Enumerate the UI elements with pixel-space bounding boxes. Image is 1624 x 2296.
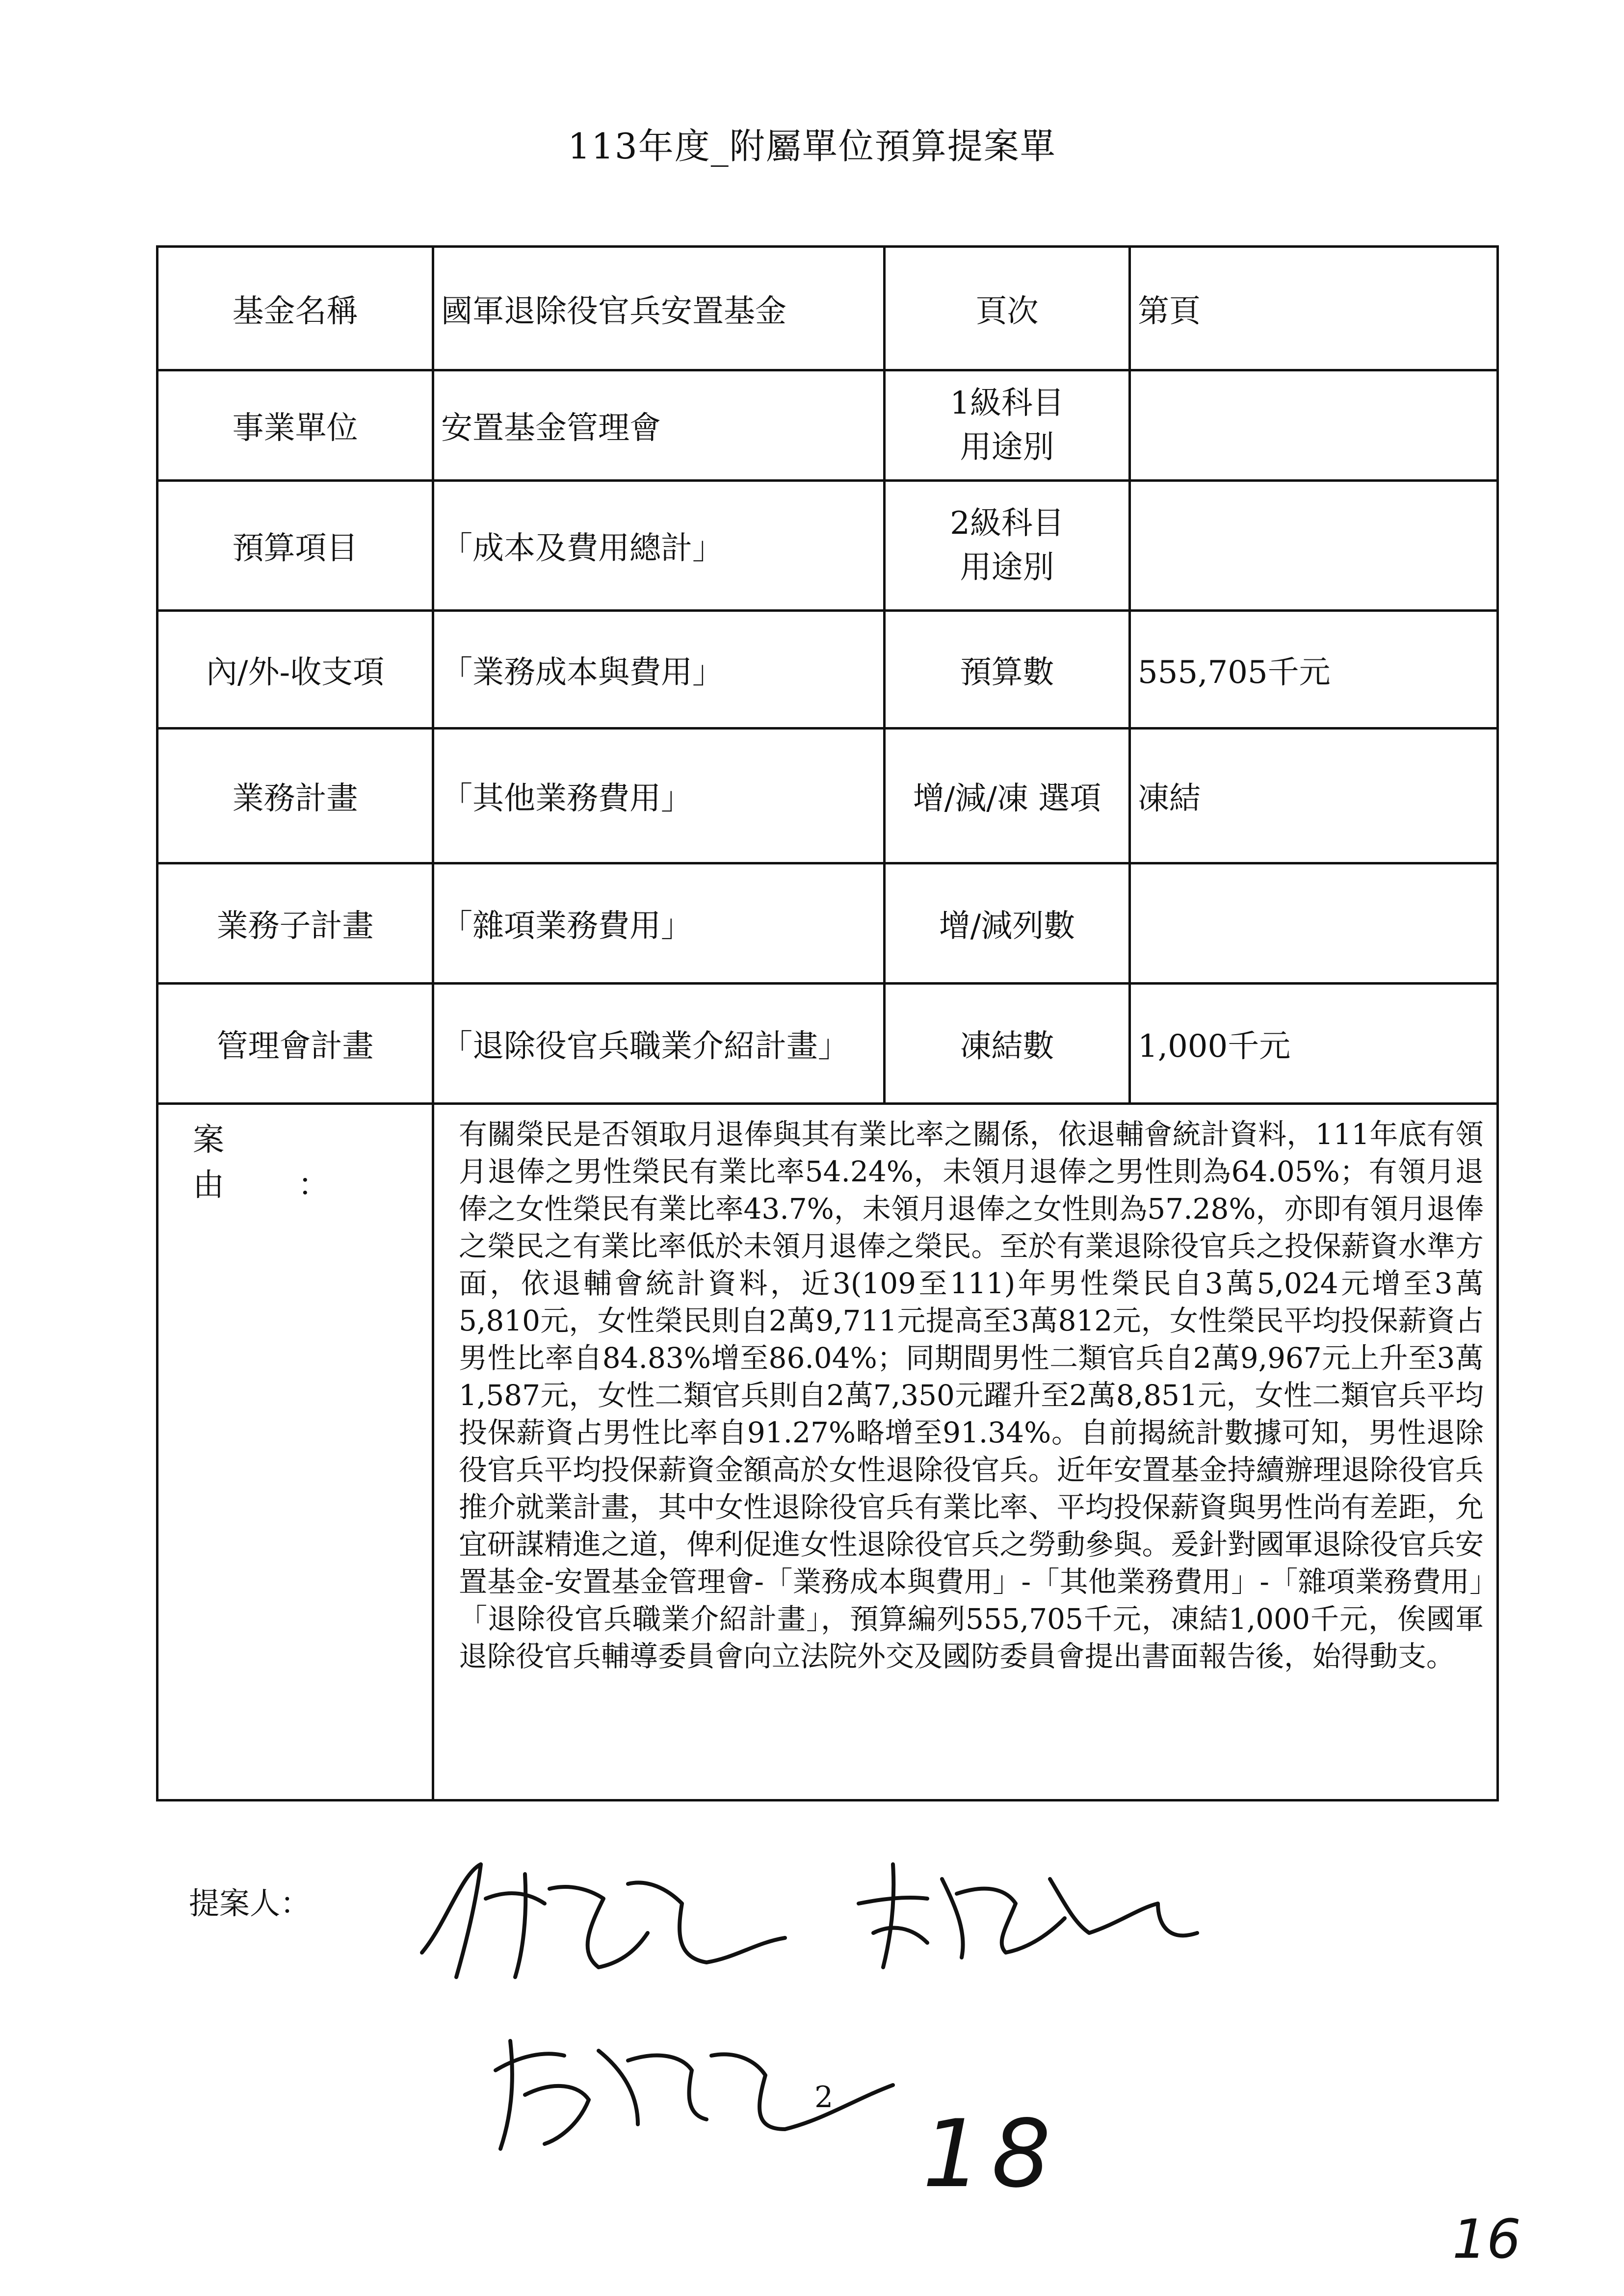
level1-subject-label	[885, 370, 1130, 481]
adjust-option-label: 增/減/凍 選項	[885, 729, 1130, 863]
form-row-business-unit	[157, 370, 1498, 481]
fund-name-value: 國軍退除役官兵安置基金	[433, 247, 885, 370]
business-plan-label: 業務計畫	[157, 729, 433, 863]
form-row-revenue-expense	[157, 611, 1498, 729]
proposal-form-table	[156, 245, 1499, 1801]
signature-1	[402, 1845, 824, 1992]
form-row-reason	[157, 1104, 1498, 1800]
reason-text: 有關榮民是否領取月退俸與其有業比率之關係，依退輔會統計資料，111年底有領月退俸之男性榮民有業比率54.24%，未領月退俸之男性則為64.05%；有領月退俸之女性榮民有業比率43.7%，未領月退俸之女性則為57.28%，亦即有領月退俸之榮民之有業比率低於未領月退俸之榮民。至於有業退除役官兵之投保薪資水準方面，依退輔會統計資料，近3(109至111)年男性榮民自3萬5,024元增至3萬5,810元，女性榮民則自2萬9,711元提高至3萬812元，女性榮民平均投保薪資占男性比率自84.83%增至86.04%；同期間男性二類官兵自2萬9,967元上升至3萬1,587元，女性二類官兵則自2萬7,350元躍升至2萬8,851元，女性二類官兵平均投保薪資占男性比率自91.27%略增至91.34%。自前揭統計數據可知，男性退除役官兵平均投保薪資金額高於女性退除役官兵。近年安置基金持續辦理退除役官兵推介就業計畫，其中女性退除役官兵有業比率、平均投保薪資與男性尚有差距，允宜研謀精進之道，俾利促進女性退除役官兵之勞動參與。爰針對國軍退除役官兵安置基金-安置基金管理會-「業務成本與費用」-「其他業務費用」-「雜項業務費用」「退除役官兵職業介紹計畫」，預算編列555,705千元，凍結1,000千元，俟國軍退除役官兵輔導委員會向立法院外交及國防委員會提出書面報告後，始得動支。	[433, 1104, 1498, 1800]
budget-amount-value: 555,705千元	[1130, 611, 1498, 729]
level2-subject-line2: 用途別	[960, 549, 1054, 586]
reason-label-text: 案由：	[193, 1122, 403, 1203]
frozen-amount-label: 凍結數	[885, 984, 1130, 1104]
management-plan-value: 「退除役官兵職業介紹計畫」	[433, 984, 885, 1104]
level1-subject-line2: 用途別	[960, 429, 1054, 466]
business-unit-value: 安置基金管理會	[433, 370, 885, 481]
frozen-amount-value: 1,000千元	[1130, 984, 1498, 1104]
handwritten-mark-16: 16	[1452, 2208, 1521, 2270]
signature-3	[481, 2011, 913, 2159]
level1-subject-line1: 1級科目	[950, 385, 1064, 421]
business-unit-label: 事業單位	[157, 370, 433, 481]
form-row-sub-plan	[157, 863, 1498, 984]
form-row-fund-name	[157, 247, 1498, 370]
adjust-amount-label: 增/減列數	[885, 863, 1130, 984]
document-title: 113年度_附屬單位預算提案單	[568, 126, 1056, 167]
proposer-label: 提案人：	[189, 1885, 311, 1921]
revenue-expense-label: 內/外-收支項	[157, 611, 433, 729]
page-label: 頁次	[885, 247, 1130, 370]
fund-name-label: 基金名稱	[157, 247, 433, 370]
form-row-management-plan	[157, 984, 1498, 1104]
sub-plan-label: 業務子計畫	[157, 863, 433, 984]
adjust-amount-value	[1130, 863, 1498, 984]
reason-label	[157, 1104, 433, 1800]
level1-subject-value	[1130, 370, 1498, 481]
business-plan-value: 「其他業務費用」	[433, 729, 885, 863]
management-plan-label: 管理會計畫	[157, 984, 433, 1104]
page-value: 第頁	[1130, 247, 1498, 370]
form-row-business-plan	[157, 729, 1498, 863]
budget-item-label: 預算項目	[157, 481, 433, 611]
page-number: 2	[814, 2080, 834, 2114]
sub-plan-value: 「雜項業務費用」	[433, 863, 885, 984]
handwritten-mark-18: 18	[922, 2100, 1061, 2208]
budget-amount-label: 預算數	[885, 611, 1130, 729]
level2-subject-line1: 2級科目	[950, 505, 1064, 542]
level2-subject-value	[1130, 481, 1498, 611]
budget-item-value: 「成本及費用總計」	[433, 481, 885, 611]
level2-subject-label	[885, 481, 1130, 611]
revenue-expense-value: 「業務成本與費用」	[433, 611, 885, 729]
adjust-option-value: 凍結	[1130, 729, 1498, 863]
form-row-budget-item	[157, 481, 1498, 611]
signature-2	[844, 1850, 1217, 1977]
